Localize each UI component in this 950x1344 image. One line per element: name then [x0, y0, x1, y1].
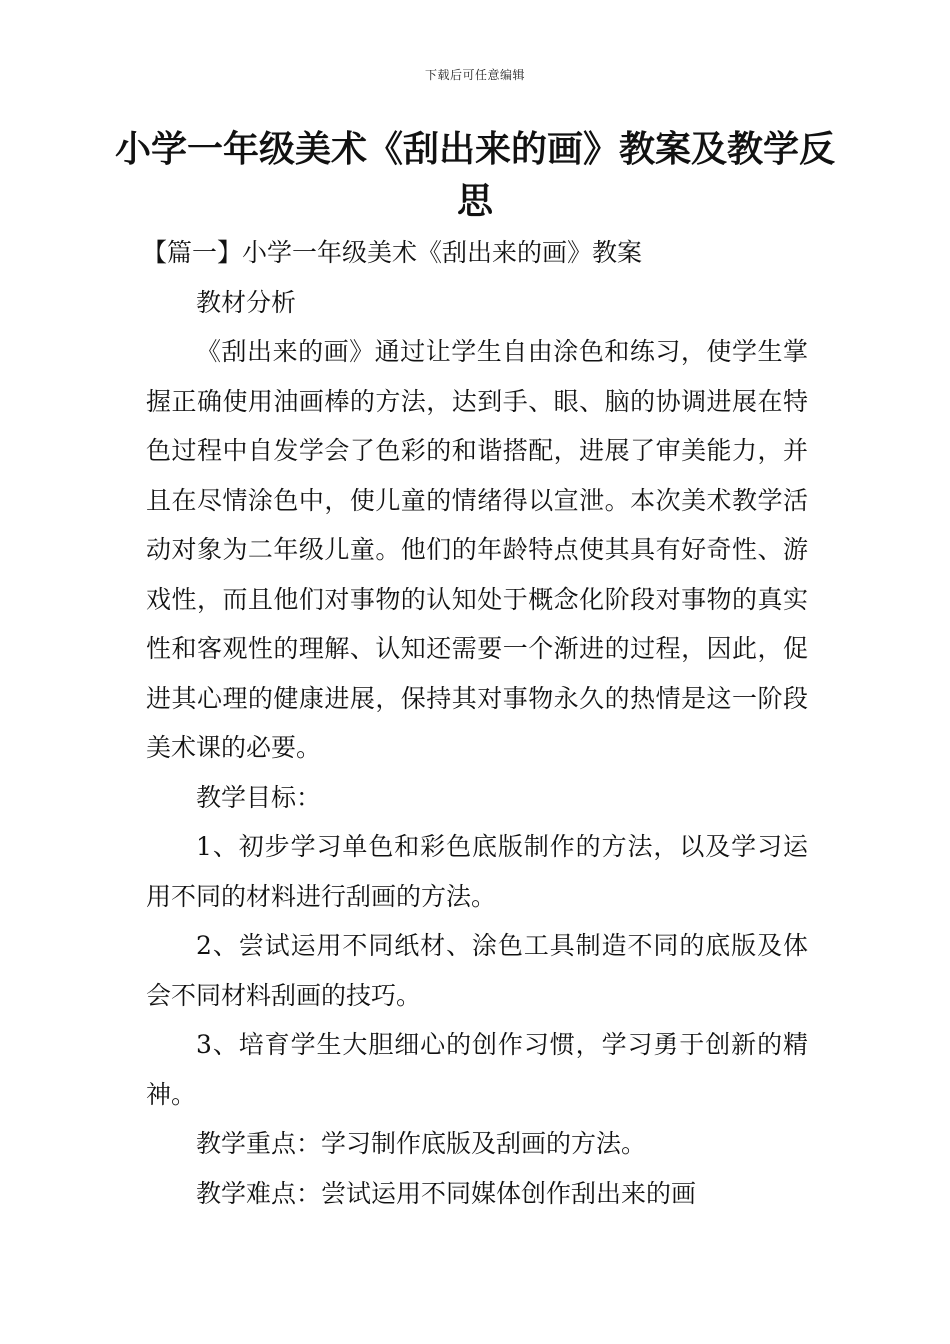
- paragraph-analysis-body: 《刮出来的画》通过让学生自由涂色和练习，使学生掌握正确使用油画棒的方法，达到手、眼、脑的协调进展在特色过程中自发学会了色彩的和谐搭配，进展了审美能力，并且在尽情涂色中，使儿童的情绪得以宣泄。本次美术教学活动对象为二年级儿童。他们的年龄特点使其具有好奇性、游戏性，而且他们对事物的认知处于概念化阶段对事物的真实性和客观性的理解、认知还需要一个渐进的过程，因此，促进其心理的健康进展，保持其对事物永久的热情是这一阶段美术课的必要。: [146, 337, 808, 762]
- document-body: [142, 228, 808, 1218]
- paragraph-goals-heading: 教学目标：: [196, 782, 322, 812]
- paragraph-difficult-point: 教学难点：尝试运用不同媒体创作刮出来的画: [196, 1178, 697, 1208]
- header-note: 下载后可任意编辑: [424, 68, 525, 82]
- paragraph-goal-1: 1、初步学习单色和彩色底版制作的方法，以及学习运用不同的材料进行刮画的方法。: [146, 832, 808, 911]
- paragraph-key-point: 教学重点：学习制作底版及刮画的方法。: [196, 1129, 647, 1158]
- paragraph-goal-2: 2、尝试运用不同纸材、涂色工具制造不同的底版及体会不同材料刮画的技巧。: [146, 931, 808, 1010]
- paragraph-goal-3: 3、培育学生大胆细心的创作习惯，学习勇于创新的精神。: [146, 1030, 808, 1109]
- section-heading: 【篇一】小学一年级美术《刮出来的画》教案: [142, 238, 643, 267]
- paragraph-analysis-heading: 教材分析: [196, 287, 297, 317]
- document-title: 小学一年级美术《刮出来的画》教案及教学反思: [114, 129, 835, 222]
